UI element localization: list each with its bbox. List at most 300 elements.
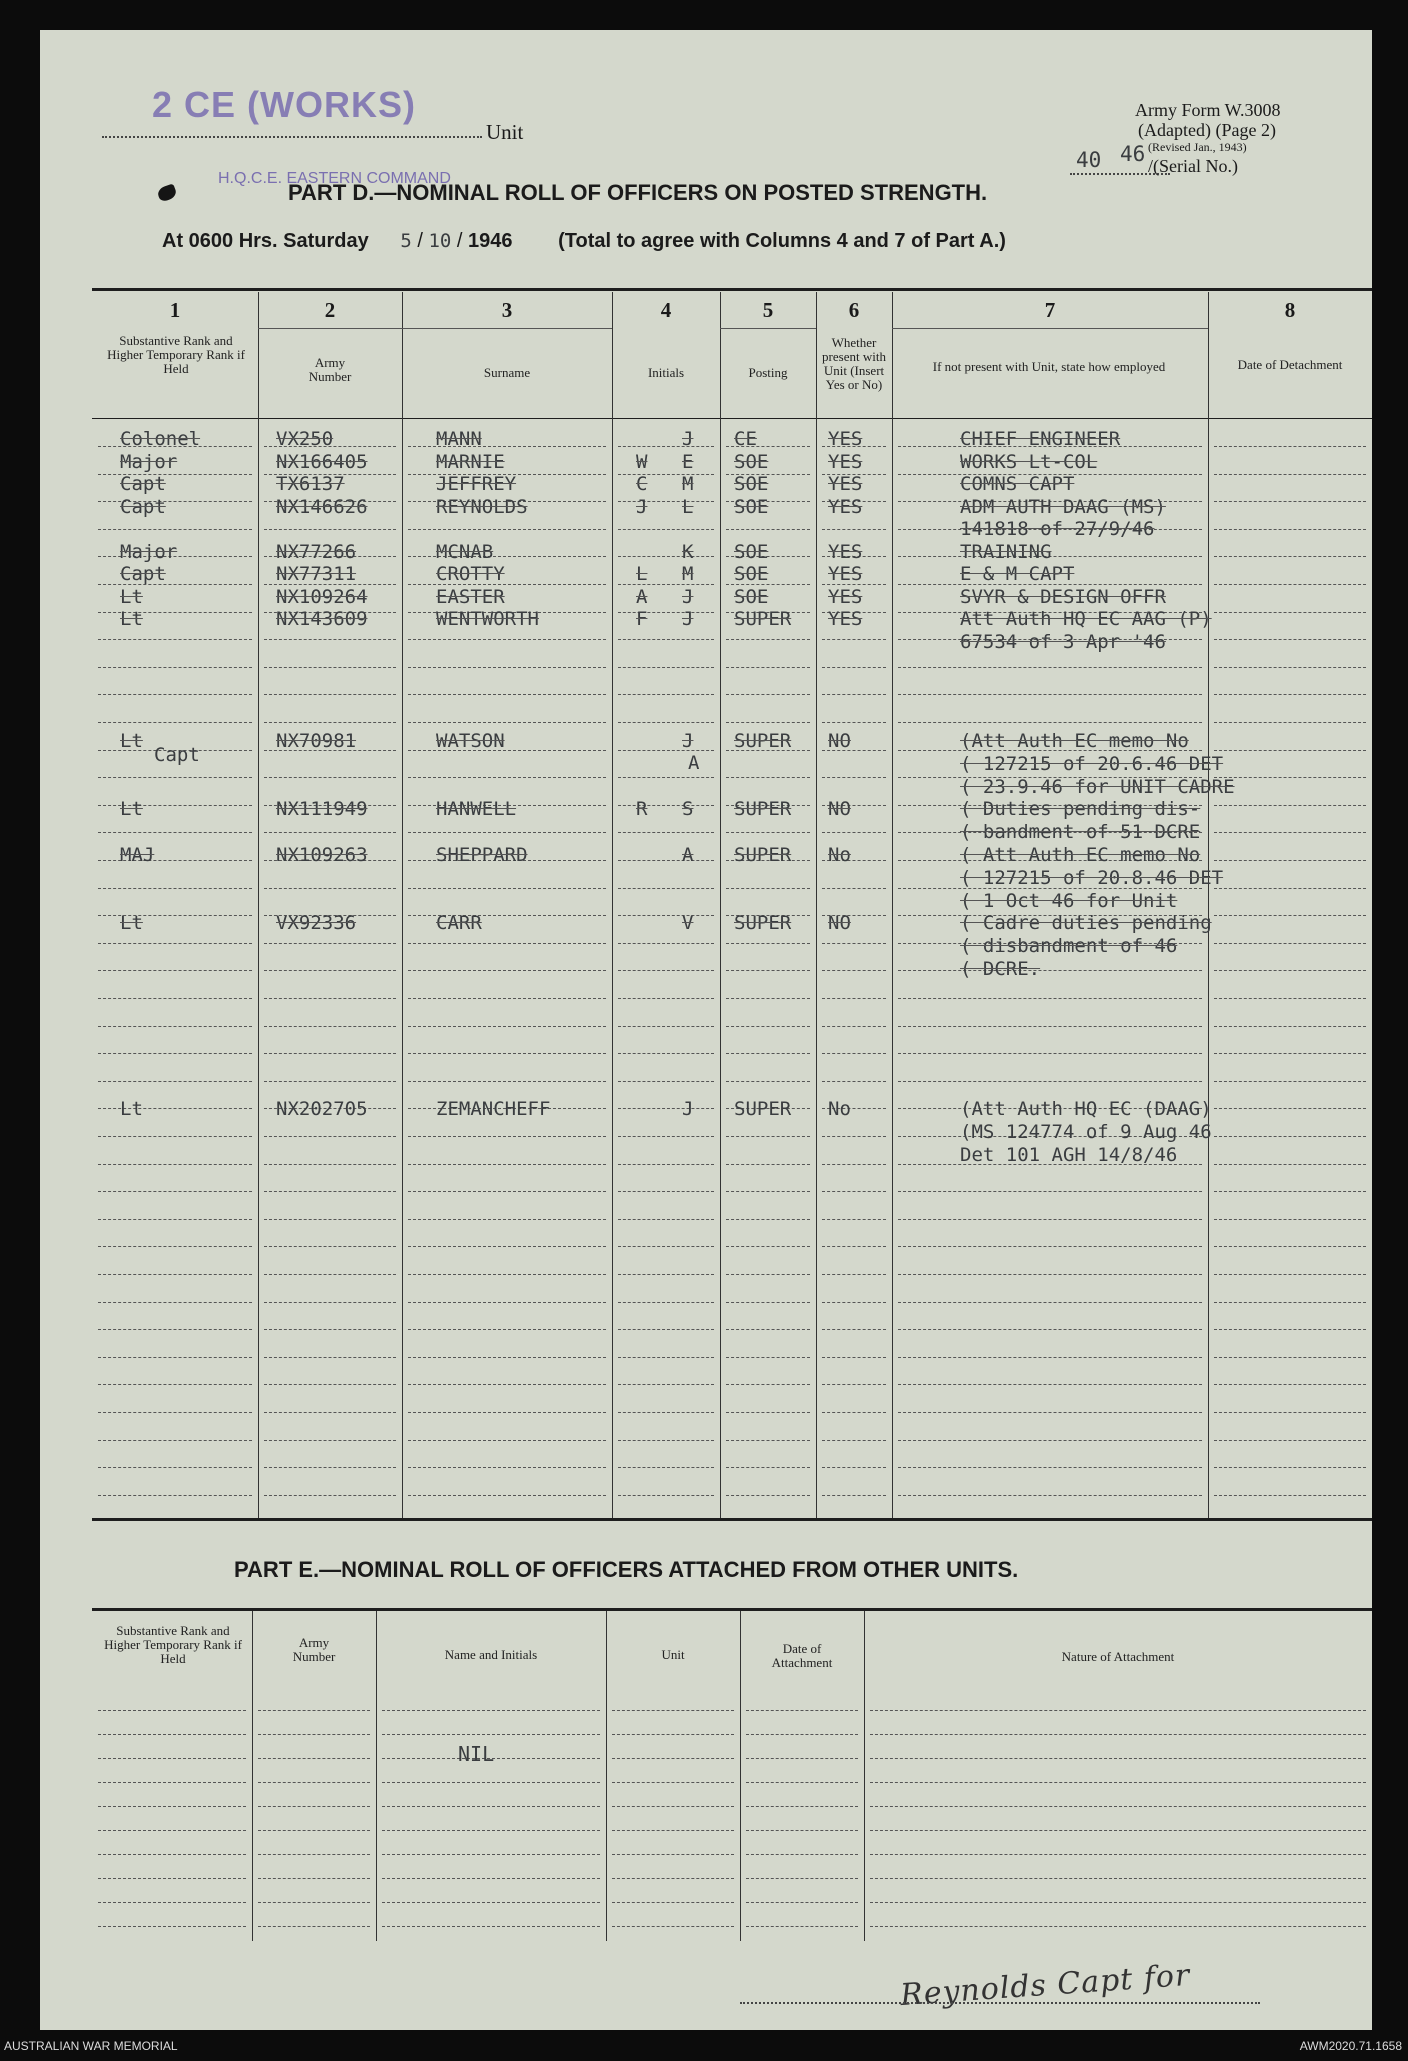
rule-line [898,1412,1202,1413]
rule-line [618,667,714,668]
rule-line [264,694,396,695]
rule-line [612,1830,734,1831]
rule-line [898,970,1202,971]
part-d-header-rule [92,418,1372,419]
initial-cell: M [682,563,694,585]
rank-cell: Lt [120,1098,143,1120]
rule-line [98,970,252,971]
rule-line [1214,1329,1366,1330]
employed-cell: ( Duties pending dis- [960,798,1201,820]
col-header-3: Surname [483,365,531,380]
col-num-7: 7 [1044,298,1056,322]
present-cell: No [828,844,851,866]
rule-line [822,722,886,723]
rule-line [746,1710,858,1711]
rule-line [822,998,886,999]
rule-line [726,1191,810,1192]
rule-line [618,1081,714,1082]
rule-line [1214,888,1366,889]
rule-line [870,1926,1366,1927]
rank-cell: Major [120,541,178,563]
part-e-nil: NIL [458,1742,495,1766]
employed-cell: ( DCRE. [960,958,1041,980]
e-divider-1 [252,1611,253,1941]
posting-cell: SUPER [734,730,792,752]
rule-line [726,1467,810,1468]
rule-line [726,777,810,778]
posting-cell: SUPER [734,608,792,630]
rule-line [408,1302,606,1303]
rule-line [618,1384,714,1385]
rule-line [726,1219,810,1220]
rule-line [408,1053,606,1054]
part-e-top-rule [92,1608,1372,1611]
total-note: (Total to agree with Columns 4 and 7 of Part A.) [558,230,1006,252]
rule-line [98,1782,246,1783]
rule-line [618,529,714,530]
army-number-cell: NX166405 [276,451,368,473]
rule-line [408,777,606,778]
rule-line [1214,750,1366,751]
rule-line [822,1357,886,1358]
col-divider-3 [612,292,613,1518]
rule-line [822,1274,886,1275]
col-divider-7 [1208,292,1209,1518]
rule-line [822,1495,886,1496]
rule-line [382,1710,600,1711]
rule-line [98,1878,246,1879]
initial-cell: S [682,798,694,820]
rule-line [822,1246,886,1247]
document-sheet [40,30,1372,2030]
rule-line [618,915,714,916]
rule-line [618,474,714,475]
rule-line [264,1495,396,1496]
col-divider-5 [816,292,817,1518]
initial-cell: L [636,563,648,585]
rule-line [612,1782,734,1783]
rule-line [618,998,714,999]
rule-line [264,1136,396,1137]
rule-line [408,1081,606,1082]
posting-cell: SOE [734,496,769,518]
rule-line [408,1329,606,1330]
footer-right: AWM2020.71.1658 [1299,2039,1402,2053]
rule-line [726,1302,810,1303]
rank-cell: Lt [120,912,143,934]
rule-line [382,1782,600,1783]
rule-line [618,1164,714,1165]
rule-line [898,998,1202,999]
serial-label: /(Serial No.) [1148,156,1238,176]
rule-line [618,777,714,778]
rule-line [618,860,714,861]
rule-line [822,529,886,530]
employed-cell: E & M CAPT [960,563,1075,585]
rule-line [408,639,606,640]
rule-line [618,832,714,833]
rule-line [98,1467,252,1468]
rule-line [258,1878,370,1879]
rule-line [264,1219,396,1220]
rule-line [98,888,252,889]
rule-line [822,1026,886,1027]
rule-line [898,1081,1202,1082]
rank-cell-alt: Capt [154,744,200,766]
footer-left: AUSTRALIAN WAR MEMORIAL [4,2039,178,2053]
posting-cell: SUPER [734,912,792,934]
rule-line [408,1219,606,1220]
rule-line [1214,860,1366,861]
col-num-3: 3 [501,298,513,322]
rule-line [726,667,810,668]
rule-line [618,501,714,502]
rule-line [618,1136,714,1137]
rule-line [618,446,714,447]
rule-line [382,1854,600,1855]
employed-cell: COMNS CAPT [960,473,1075,495]
army-number-cell: NX109263 [276,844,368,866]
rule-line [408,1246,606,1247]
rule-line [1214,1246,1366,1247]
rule-line [612,1926,734,1927]
form-name: Army Form W.3008 [1135,100,1281,120]
rule-line [870,1806,1366,1807]
surname-cell: MARNIE [436,451,505,473]
rank-cell: Lt [120,608,143,630]
rule-line [726,1164,810,1165]
rule-line [264,1329,396,1330]
posting-cell: SOE [734,473,769,495]
header-sub-line-5 [720,328,816,329]
employed-cell: ( Att Auth EC memo No [960,844,1201,866]
rule-line [98,1191,252,1192]
col-header-4: Initials [647,365,685,380]
rule-line [98,1854,246,1855]
rule-line [98,1495,252,1496]
col-header-7: If not present with Unit, state how employed [932,359,1166,374]
rule-line [822,888,886,889]
rule-line [726,943,810,944]
rule-line [618,888,714,889]
employed-cell: (Att Auth HQ EC (DAAG) [960,1098,1212,1120]
rule-line [726,1026,810,1027]
rule-line [258,1806,370,1807]
rule-line [746,1830,858,1831]
rule-line [1214,1384,1366,1385]
rule-line [264,639,396,640]
col-header-2: Army Number [308,355,352,384]
rule-line [408,888,606,889]
date-prefix: At 0600 Hrs. Saturday [162,230,369,252]
rule-line [618,1108,714,1109]
rule-line [98,1734,246,1735]
surname-cell: WATSON [436,730,505,752]
present-cell: YES [828,428,863,450]
employed-cell: ( disbandment of 46 [960,935,1178,957]
rule-line [822,639,886,640]
rule-line [1214,1219,1366,1220]
rule-line [1214,1440,1366,1441]
rule-line [870,1854,1366,1855]
rule-line [746,1758,858,1759]
rule-line [726,1495,810,1496]
surname-cell: WENTWORTH [436,608,539,630]
col-num-2: 2 [324,298,336,322]
rule-line [898,1246,1202,1247]
rule-line [870,1830,1366,1831]
rule-line [258,1782,370,1783]
rule-line [264,1164,396,1165]
rule-line [726,1274,810,1275]
rule-line [264,970,396,971]
army-number-cell: NX109264 [276,586,368,608]
rule-line [264,888,396,889]
rule-line [98,832,252,833]
rule-line [898,1274,1202,1275]
initial-cell: J [682,1098,694,1120]
rule-line [98,1136,252,1137]
rule-line [898,1467,1202,1468]
e-header-1: Substantive Rank and Higher Temporary Rank if Held [104,1623,242,1666]
rule-line [258,1710,370,1711]
col-divider-2 [402,292,403,1518]
rule-line [870,1878,1366,1879]
rule-line [726,1329,810,1330]
rule-line [98,1246,252,1247]
rule-line [1214,1026,1366,1027]
rule-line [1214,446,1366,447]
rule-line [726,1357,810,1358]
rule-line [264,1026,396,1027]
rule-line [612,1806,734,1807]
form-revised: (Revised Jan., 1943) [1148,140,1247,154]
rule-line [618,1495,714,1496]
rule-line [612,1854,734,1855]
part-e-title: PART E.—NOMINAL ROLL OF OFFICERS ATTACHED FROM OTHER UNITS. [234,1557,1019,1582]
rule-line [408,1136,606,1137]
e-header-3: Name and Initials [444,1647,538,1662]
rule-line [98,667,252,668]
rule-line [618,584,714,585]
rule-line [898,1302,1202,1303]
present-cell: No [828,1098,851,1120]
initial-cell: W [636,451,648,473]
rule-line [98,694,252,695]
rule-line [618,970,714,971]
rank-cell: Capt [120,563,166,585]
rule-line [98,1026,252,1027]
initial-cell: J [682,608,694,630]
rule-line [98,1274,252,1275]
posting-cell: CE [734,428,757,450]
rule-line [870,1782,1366,1783]
rule-line [98,1830,246,1831]
serial-number: 40 [1076,148,1102,172]
col-header-5: Posting [748,365,788,380]
rule-line [98,1710,246,1711]
rule-line [898,1219,1202,1220]
army-number-cell: NX143609 [276,608,368,630]
employed-cell: ( 23.9.46 for UNIT CADRE [960,776,1235,798]
present-cell: YES [828,451,863,473]
present-cell: YES [828,586,863,608]
rule-line [822,694,886,695]
rule-line [264,943,396,944]
date-month: 10 [428,230,452,252]
rule-line [726,1053,810,1054]
rule-line [98,1219,252,1220]
rule-line [382,1830,600,1831]
posting-cell: SOE [734,451,769,473]
date-day: 5 [400,230,412,252]
rule-line [898,1384,1202,1385]
rule-line [746,1926,858,1927]
rule-line [898,1026,1202,1027]
e-header-2: Army Number [292,1635,336,1664]
e-divider-4 [740,1611,741,1941]
rule-line [1214,639,1366,640]
col-num-8: 8 [1284,298,1296,322]
rule-line [408,1495,606,1496]
rule-line [408,722,606,723]
initial-cell: A [682,844,694,866]
rule-line [98,1806,246,1807]
rank-cell: Lt [120,798,143,820]
rule-line [1214,667,1366,668]
rule-line [822,667,886,668]
rule-line [898,694,1202,695]
rule-line [618,1191,714,1192]
army-number-cell: NX70981 [276,730,357,752]
rule-line [1214,1164,1366,1165]
rule-line [822,1412,886,1413]
rule-line [98,1053,252,1054]
rule-line [870,1734,1366,1735]
rule-line [822,1440,886,1441]
rule-line [1214,1495,1366,1496]
rule-line [98,1902,246,1903]
rule-line [408,832,606,833]
posting-cell: SUPER [734,798,792,820]
rule-line [618,1329,714,1330]
rule-line [1214,1053,1366,1054]
header-sub-line-3 [402,328,612,329]
employed-cell: TRAINING [960,541,1052,563]
rule-line [264,1053,396,1054]
posting-cell: SOE [734,563,769,585]
rule-line [898,1191,1202,1192]
rule-line [618,612,714,613]
army-number-cell: NX77266 [276,541,357,563]
rule-line [98,529,252,530]
army-number-cell: NX111949 [276,798,368,820]
rule-line [822,1164,886,1165]
rule-line [98,1758,246,1759]
employed-cell: 141818 of 27/9/46 [960,518,1155,540]
rule-line [264,1274,396,1275]
rule-line [264,1412,396,1413]
present-cell: YES [828,473,863,495]
rule-line [618,1302,714,1303]
rule-line [618,943,714,944]
army-number-cell: NX77311 [276,563,357,585]
date-year: 1946 [468,230,513,252]
rule-line [726,970,810,971]
rule-line [726,694,810,695]
rule-line [1214,1302,1366,1303]
col-num-6: 6 [848,298,860,322]
rule-line [98,998,252,999]
rule-line [264,777,396,778]
rule-line [264,722,396,723]
rule-line [98,639,252,640]
initial-cell: E [682,451,694,473]
rule-line [408,529,606,530]
footer-bar [0,2031,1408,2061]
employed-cell: CHIEF ENGINEER [960,428,1121,450]
surname-cell: JEFFREY [436,473,517,495]
rule-line [1214,777,1366,778]
rank-cell: Lt [120,586,143,608]
rank-cell: Major [120,451,178,473]
rule-line [1214,1191,1366,1192]
employed-cell: ( bandment of 51 DCRE [960,821,1201,843]
rule-line [726,1246,810,1247]
surname-cell: ZEMANCHEFF [436,1098,551,1120]
present-cell: NO [828,798,851,820]
rule-line [618,1053,714,1054]
initial-cell: A [688,752,700,774]
rule-line [898,1495,1202,1496]
rule-line [726,1384,810,1385]
initial-cell: A [636,586,648,608]
rule-line [408,1026,606,1027]
rank-cell: Colonel [120,428,201,450]
rule-line [408,667,606,668]
rule-line [870,1902,1366,1903]
serial-label-text: (Serial No.) [1153,156,1238,176]
initial-cell: C [636,473,648,495]
present-cell: YES [828,541,863,563]
army-number-cell: VX250 [276,428,334,450]
rule-line [618,1357,714,1358]
rule-line [264,667,396,668]
rule-line [822,970,886,971]
rule-line [746,1854,858,1855]
rule-line [382,1878,600,1879]
rule-line [618,750,714,751]
rule-line [1214,474,1366,475]
signature-line [740,2002,1260,2004]
employed-cell: SVYR & DESIGN OFFR [960,586,1166,608]
rule-line [618,1467,714,1468]
rule-line [746,1782,858,1783]
rule-line [98,1412,252,1413]
rule-line [1214,1357,1366,1358]
rule-line [98,1329,252,1330]
e-header-4: Unit [661,1647,685,1662]
rule-line [1214,584,1366,585]
rule-line [746,1734,858,1735]
army-number-cell: NX146626 [276,496,368,518]
rule-line [264,1081,396,1082]
initial-cell: V [682,912,694,934]
initial-cell: F [636,608,648,630]
surname-cell: CROTTY [436,563,505,585]
rule-line [382,1902,600,1903]
rule-line [264,529,396,530]
